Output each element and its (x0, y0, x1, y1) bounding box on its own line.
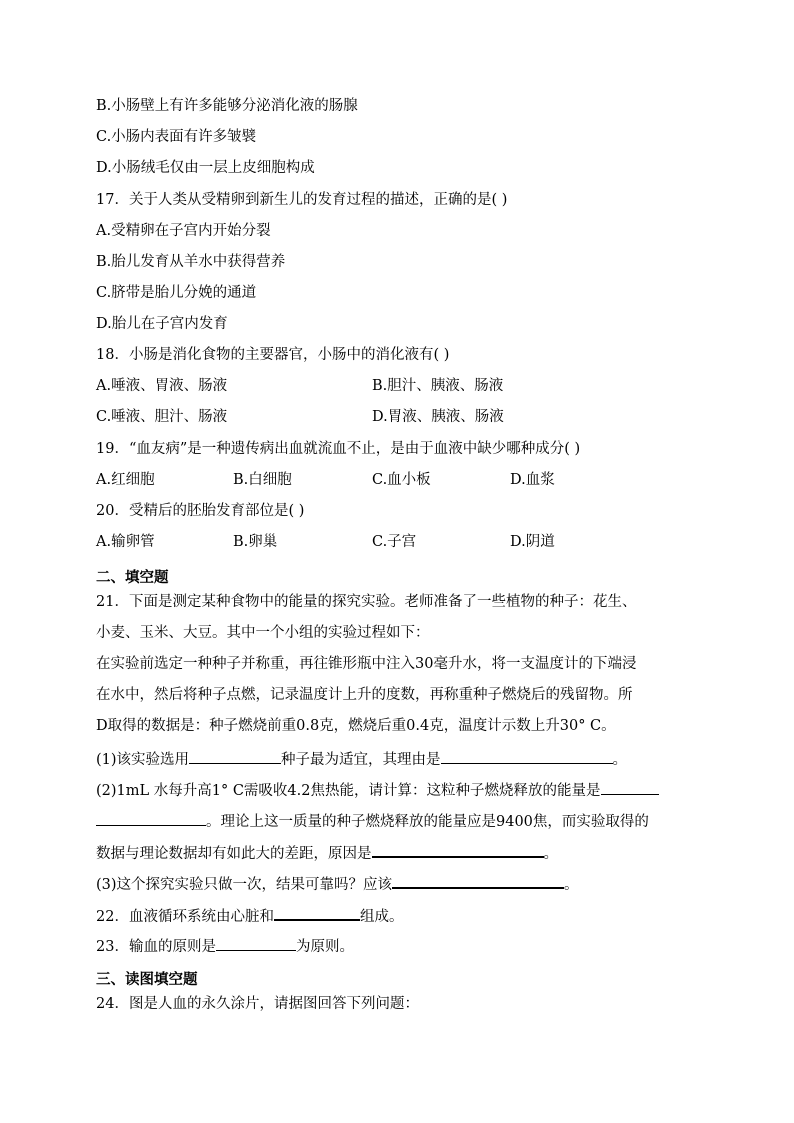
q18-option-c: C.唾液、胆汁、肠液 (96, 409, 228, 425)
q16-option-d: D.小肠绒毛仅由一层上皮细胞构成 (96, 160, 315, 176)
q21-blank-cause[interactable] (372, 841, 544, 858)
section-read-figure-title: 三、读图填空题 (96, 972, 198, 988)
q16-option-b: B.小肠壁上有许多能够分泌消化液的肠腺 (96, 98, 358, 114)
q18-stem: 18．小肠是消化食物的主要器官，小肠中的消化液有( ) (96, 347, 450, 363)
q21-part-2: (2)1mL 水每升高1° C需吸收4.2焦热能，请计算：这粒种子燃烧释放的能量是 (96, 779, 659, 801)
q19-option-a: A.红细胞 (96, 472, 155, 488)
q17-option-c: C.脐带是胎儿分娩的通道 (96, 285, 257, 301)
q21-blank-energy-b[interactable] (96, 810, 206, 826)
q21-blank-reason[interactable] (441, 748, 613, 764)
q21-line-5: D取得的数据是：种子燃烧前重0.8克，燃烧后重0.4克，温度计示数上升30° C。 (96, 718, 616, 734)
q18-option-a: A.唾液、胃液、肠液 (96, 378, 228, 394)
q17-option-a: A.受精卵在子宫内开始分裂 (96, 223, 271, 239)
q20-option-a: A.输卵管 (96, 534, 155, 550)
q21-line-1: 21．下面是测定某种食物中的能量的探究实验。老师准备了一些植物的种子：花生、 (96, 594, 637, 610)
q24-stem: 24．图是人血的永久涂片，请据图回答下列问题： (96, 996, 419, 1012)
q19-stem: 19．“血友病”是一种遗传病出血就流血不止，是由于血液中缺少哪种成分( ) (96, 441, 581, 457)
q21-blank-energy-a[interactable] (601, 779, 659, 795)
section-fill-in-title: 二、填空题 (96, 570, 169, 586)
q21-line-2: 小麦、玉米、大豆。其中一个小组的实验过程如下： (96, 625, 430, 641)
q18-option-b: B.胆汁、胰液、肠液 (372, 378, 504, 394)
q20-option-c: C.子宫 (372, 534, 417, 550)
q20-option-b: B.卵巢 (233, 534, 278, 550)
q19-option-b: B.白细胞 (233, 472, 292, 488)
q21-blank-repeat[interactable] (392, 872, 564, 889)
q23-blank[interactable] (216, 935, 296, 951)
q20-stem: 20．受精后的胚胎发育部位是( ) (96, 503, 305, 519)
q21-part-2-end: 数据与理论数据却有如此大的差距，原因是 。 (96, 841, 558, 864)
q19-option-d: D.血浆 (510, 472, 555, 488)
q22-stem: 22．血液循环系统由心脏和 组成。 (96, 904, 403, 927)
q21-part-2-cont: 。理论上这一质量的种子燃烧释放的能量应是9400焦，而实验取得的 (96, 810, 649, 832)
q20-option-d: D.阴道 (510, 534, 555, 550)
q18-option-d: D.胃液、胰液、肠液 (372, 409, 504, 425)
q16-option-c: C.小肠内表面有许多皱襞 (96, 129, 257, 145)
q17-option-d: D.胎儿在子宫内发育 (96, 316, 228, 332)
q21-line-3: 在实验前选定一种种子并称重，再往锥形瓶中注入30毫升水，将一支温度计的下端浸 (96, 656, 637, 672)
q19-option-c: C.血小板 (372, 472, 431, 488)
q22-blank[interactable] (274, 904, 360, 921)
q21-part-3: (3)这个探究实验只做一次，结果可靠吗？应该 。 (96, 872, 579, 895)
q17-option-b: B.胎儿发育从羊水中获得营养 (96, 254, 286, 270)
q17-stem: 17．关于人类从受精卵到新生儿的发育过程的描述，正确的是( ) (96, 192, 508, 208)
q23-stem: 23．输血的原则是 为原则。 (96, 935, 354, 957)
q21-blank-seed[interactable] (189, 748, 281, 764)
q21-line-4: 在水中，然后将种子点燃，记录温度计上升的度数，再称重种子燃烧后的残留物。所 (96, 687, 633, 703)
q21-part-1: (1)该实验选用 种子最为适宜，其理由是 。 (96, 748, 627, 770)
